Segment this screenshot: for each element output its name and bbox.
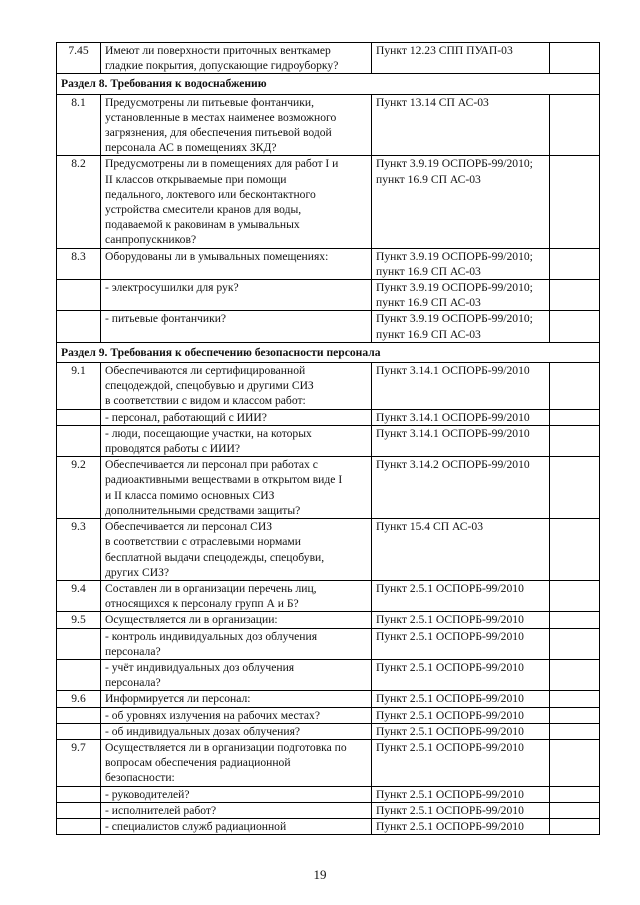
question-text: и II класса помимо основных СИЗ [105, 488, 275, 502]
table-row [57, 311, 600, 342]
question-cell [101, 818, 372, 834]
table-row [57, 739, 600, 786]
reference-cell [372, 739, 550, 786]
question-cell [101, 612, 372, 628]
reference-text: Пункт 3.14.1 ОСПОРБ-99/2010 [376, 426, 530, 440]
table-row [57, 802, 600, 818]
reference-cell [372, 786, 550, 802]
answer-cell [550, 818, 600, 834]
answer-cell [550, 659, 600, 690]
reference-cell [372, 94, 550, 156]
item-number [57, 628, 101, 659]
table-row [57, 363, 600, 410]
reference-cell [372, 363, 550, 410]
reference-text: Пункт 2.5.1 ОСПОРБ-99/2010 [376, 724, 524, 738]
table-row [57, 707, 600, 723]
reference-text: Пункт 3.9.19 ОСПОРБ-99/2010; [376, 157, 533, 171]
reference-cell [372, 580, 550, 611]
reference-cell [372, 659, 550, 690]
reference-text: Пункт 2.5.1 ОСПОРБ-99/2010 [376, 629, 524, 643]
reference-text: Пункт 3.14.1 ОСПОРБ-99/2010 [376, 410, 530, 424]
reference-cell [372, 612, 550, 628]
item-number [57, 409, 101, 425]
question-cell [101, 739, 372, 786]
reference-cell [372, 43, 550, 74]
table-row [57, 519, 600, 581]
answer-cell [550, 519, 600, 581]
question-text: II классов открываемые при помощи [105, 172, 287, 186]
question-cell [101, 707, 372, 723]
answer-cell [550, 723, 600, 739]
question-text: - исполнителей работ? [105, 803, 217, 817]
question-text: - персонал, работающий с ИИИ? [105, 410, 267, 424]
reference-text: пункт 16.9 СП АС-03 [376, 264, 481, 278]
reference-text: пункт 16.9 СП АС-03 [376, 327, 481, 341]
answer-cell [550, 311, 600, 342]
question-text: гладкие покрытия, допускающие гидроуборку? [105, 59, 339, 73]
section-header-row [57, 342, 600, 362]
question-text: персонала? [105, 676, 161, 690]
reference-text: Пункт 12.23 СПП ПУАП-03 [376, 44, 513, 57]
item-number [57, 818, 101, 834]
table-row [57, 691, 600, 707]
item-number [57, 786, 101, 802]
table-row [57, 786, 600, 802]
reference-cell [372, 802, 550, 818]
reference-cell [372, 425, 550, 456]
question-text: Оборудованы ли в умывальных помещениях: [105, 249, 329, 263]
question-cell [101, 786, 372, 802]
reference-text: Пункт 2.5.1 ОСПОРБ-99/2010 [376, 803, 524, 817]
question-text: Обеспечивается ли персонал СИЗ [105, 520, 273, 534]
question-text: дополнительными средствами защиты? [105, 503, 301, 517]
question-text: Предусмотрены ли питьевые фонтанчики, [105, 95, 314, 109]
table-row [57, 280, 600, 311]
answer-cell [550, 612, 600, 628]
item-number: 9.2 [57, 457, 101, 519]
item-number [57, 425, 101, 456]
reference-text: Пункт 3.14.1 ОСПОРБ-99/2010 [376, 364, 530, 378]
question-text: Осуществляется ли в организации подготовка по [105, 740, 347, 754]
question-text: - руководителей? [105, 787, 190, 801]
reference-text: Пункт 3.9.19 ОСПОРБ-99/2010; [376, 281, 533, 295]
answer-cell [550, 409, 600, 425]
reference-text: Пункт 2.5.1 ОСПОРБ-99/2010 [376, 708, 524, 722]
question-cell [101, 43, 372, 74]
question-text: установленные в местах наименее возможного [105, 110, 337, 124]
reference-text: Пункт 3.9.19 ОСПОРБ-99/2010; [376, 312, 533, 326]
question-cell [101, 628, 372, 659]
question-text: других СИЗ? [105, 565, 170, 579]
checklist-table [56, 42, 600, 835]
item-number [57, 311, 101, 342]
question-cell [101, 363, 372, 410]
reference-text: Пункт 2.5.1 ОСПОРБ-99/2010 [376, 819, 524, 833]
item-number: 8.3 [57, 248, 101, 279]
table-row [57, 457, 600, 519]
question-text: в соответствии с видом и классом работ: [105, 394, 306, 408]
reference-cell [372, 409, 550, 425]
reference-cell [372, 457, 550, 519]
table-row [57, 94, 600, 156]
question-text: санпропускников? [105, 233, 197, 247]
item-number: 9.6 [57, 691, 101, 707]
question-text: вопросам обеспечения радиационной [105, 756, 291, 770]
question-text: персонала? [105, 644, 161, 658]
reference-text: Пункт 13.14 СП АС-03 [376, 95, 489, 109]
question-cell [101, 156, 372, 248]
section-title: Раздел 8. Требования к водоснабжению [57, 74, 600, 94]
reference-text: Пункт 3.14.2 ОСПОРБ-99/2010 [376, 458, 530, 472]
table-row [57, 612, 600, 628]
section-header-row [57, 74, 600, 94]
section-title: Раздел 9. Требования к обеспечению безопасности персонала [57, 342, 600, 362]
question-text: - люди, посещающие участки, на которых [105, 426, 312, 440]
reference-text: Пункт 2.5.1 ОСПОРБ-99/2010 [376, 787, 524, 801]
answer-cell [550, 156, 600, 248]
reference-text: пункт 16.9 СП АС-03 [376, 296, 481, 310]
answer-cell [550, 425, 600, 456]
answer-cell [550, 628, 600, 659]
reference-cell [372, 707, 550, 723]
table-row [57, 580, 600, 611]
question-text: - об индивидуальных дозах облучения? [105, 724, 301, 738]
question-text: - питьевые фонтанчики? [105, 312, 227, 326]
answer-cell [550, 457, 600, 519]
reference-text: Пункт 2.5.1 ОСПОРБ-99/2010 [376, 692, 524, 706]
answer-cell [550, 580, 600, 611]
question-text: Информируется ли персонал: [105, 692, 251, 706]
item-number [57, 707, 101, 723]
question-cell [101, 519, 372, 581]
table-row [57, 409, 600, 425]
answer-cell [550, 786, 600, 802]
question-cell [101, 94, 372, 156]
table-row [57, 818, 600, 834]
table-row [57, 723, 600, 739]
answer-cell [550, 43, 600, 74]
reference-cell [372, 818, 550, 834]
item-number: 9.4 [57, 580, 101, 611]
table-row [57, 43, 600, 74]
question-text: - специалистов служб радиационной [105, 819, 287, 833]
answer-cell [550, 691, 600, 707]
question-cell [101, 425, 372, 456]
question-text: - учёт индивидуальных доз облучения [105, 660, 295, 674]
table-row [57, 425, 600, 456]
reference-cell [372, 248, 550, 279]
question-cell [101, 580, 372, 611]
question-text: в соответствии с отраслевыми нормами [105, 535, 301, 549]
answer-cell [550, 739, 600, 786]
question-text: Предусмотрены ли в помещениях для работ I и [105, 157, 339, 171]
question-cell [101, 659, 372, 690]
reference-cell [372, 311, 550, 342]
table-row [57, 628, 600, 659]
reference-text: Пункт 3.9.19 ОСПОРБ-99/2010; [376, 249, 533, 263]
question-cell [101, 248, 372, 279]
question-cell [101, 280, 372, 311]
reference-text: Пункт 2.5.1 ОСПОРБ-99/2010 [376, 740, 524, 754]
question-text: проводятся работы с ИИИ? [105, 442, 241, 456]
question-cell [101, 311, 372, 342]
reference-cell [372, 628, 550, 659]
item-number: 9.1 [57, 363, 101, 410]
reference-text: Пункт 2.5.1 ОСПОРБ-99/2010 [376, 660, 524, 674]
answer-cell [550, 363, 600, 410]
reference-text: Пункт 2.5.1 ОСПОРБ-99/2010 [376, 613, 524, 627]
question-text: - контроль индивидуальных доз облучения [105, 629, 318, 643]
question-cell [101, 723, 372, 739]
question-text: бесплатной выдачи спецодежды, спецобуви, [105, 550, 325, 564]
reference-text: пункт 16.9 СП АС-03 [376, 172, 481, 186]
question-text: - электросушилки для рук? [105, 281, 239, 295]
reference-cell [372, 723, 550, 739]
question-text: Осуществляется ли в организации: [105, 613, 278, 627]
question-text: - об уровнях излучения на рабочих местах? [105, 708, 320, 722]
question-text: Имеют ли поверхности приточных венткамер [105, 44, 331, 57]
reference-cell [372, 691, 550, 707]
item-number: 8.1 [57, 94, 101, 156]
question-text: радиоактивными веществами в открытом виде I [105, 473, 343, 487]
question-text: персонала АС в помещениях ЗКД? [105, 141, 277, 155]
table-row [57, 156, 600, 248]
question-cell [101, 409, 372, 425]
answer-cell [550, 94, 600, 156]
reference-cell [372, 519, 550, 581]
question-text: педального, локтевого или бесконтактного [105, 187, 316, 201]
table-row [57, 659, 600, 690]
reference-cell [372, 280, 550, 311]
page-number: 19 [313, 867, 327, 882]
question-text: устройства смесители кранов для воды, [105, 203, 302, 217]
item-number [57, 659, 101, 690]
item-number [57, 802, 101, 818]
item-number: 9.5 [57, 612, 101, 628]
item-number [57, 723, 101, 739]
reference-text: Пункт 15.4 СП АС-03 [376, 520, 483, 534]
question-text: загрязнения, для обеспечения питьевой водой [105, 126, 332, 140]
item-number: 9.3 [57, 519, 101, 581]
item-number: 7.45 [57, 43, 101, 74]
answer-cell [550, 248, 600, 279]
question-text: подаваемой к раковинам в умывальных [105, 218, 300, 232]
reference-cell [372, 156, 550, 248]
reference-text: Пункт 2.5.1 ОСПОРБ-99/2010 [376, 581, 524, 595]
question-text: спецодеждой, спецобувью и другими СИЗ [105, 379, 314, 393]
question-text: Составлен ли в организации перечень лиц, [105, 581, 317, 595]
item-number: 8.2 [57, 156, 101, 248]
question-text: Обеспечивается ли персонал при работах с [105, 458, 318, 472]
item-number: 9.7 [57, 739, 101, 786]
question-cell [101, 457, 372, 519]
question-text: относящихся к персоналу групп А и Б? [105, 597, 299, 611]
answer-cell [550, 802, 600, 818]
question-text: безопасности: [105, 771, 175, 785]
answer-cell [550, 280, 600, 311]
question-cell [101, 691, 372, 707]
item-number [57, 280, 101, 311]
question-cell [101, 802, 372, 818]
answer-cell [550, 707, 600, 723]
question-text: Обеспечиваются ли сертифицированной [105, 364, 306, 378]
table-row [57, 248, 600, 279]
checklist-body [57, 43, 600, 835]
